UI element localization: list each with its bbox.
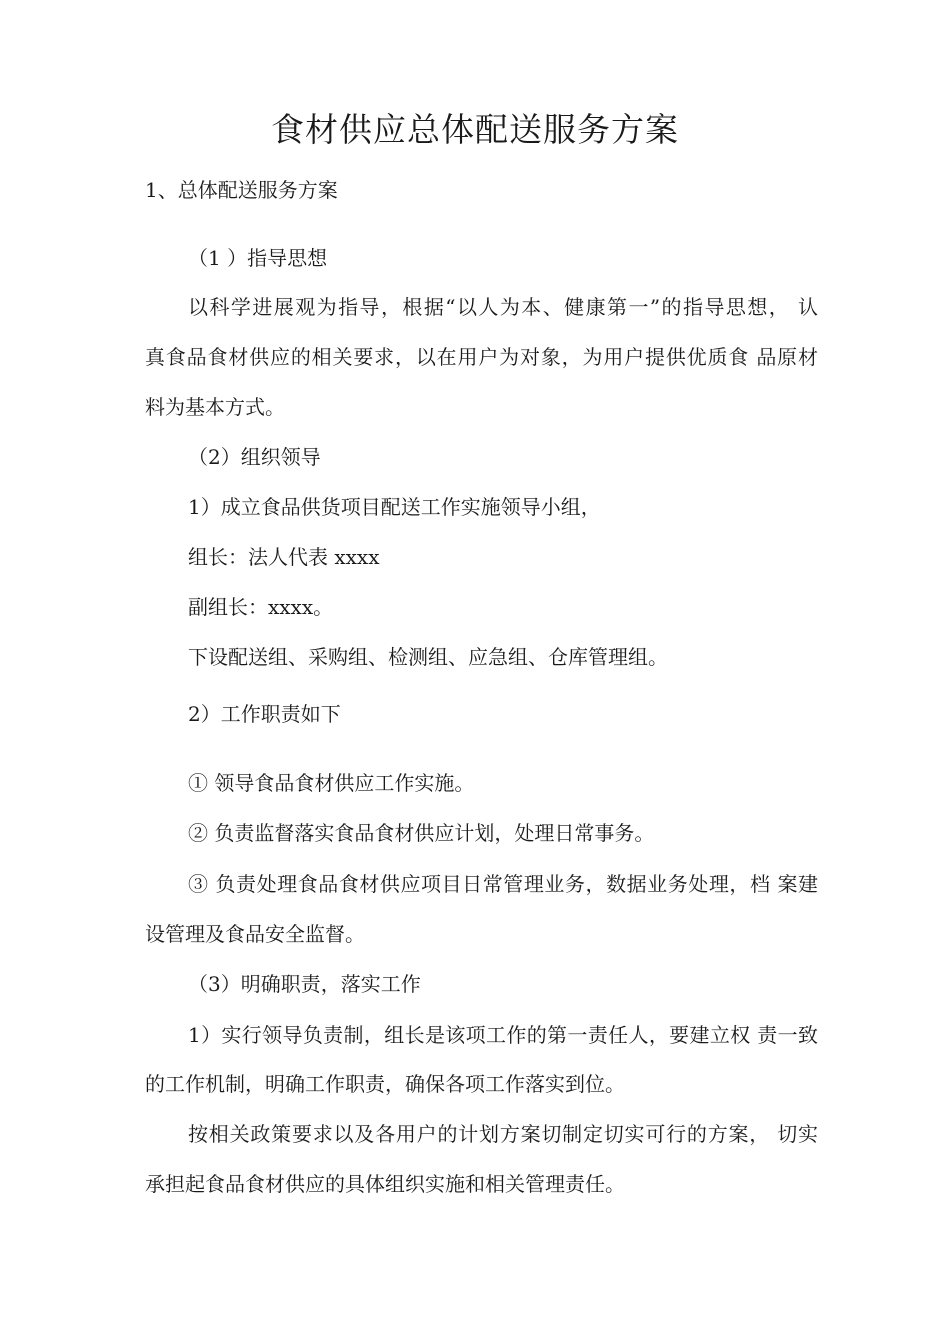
paragraph-line: 以科学进展观为指导，根据“以人为本、健康第一”的指导思想， 认 (188, 295, 818, 319)
paragraph-line: 按相关政策要求以及各用户的计划方案切制定切实可行的方案， 切实 (188, 1122, 818, 1146)
groups-line: 下设配送组、采购组、检测组、应急组、仓库管理组。 (188, 645, 668, 669)
paragraph-line: 的工作机制，明确工作职责，确保各项工作落实到位。 (145, 1072, 625, 1096)
duty-item: ① 领导食品食材供应工作实施。 (188, 771, 475, 795)
leader-line: 组长：法人代表 xxxx (188, 545, 380, 569)
subsection-heading-responsibilities: （3）明确职责，落实工作 (188, 972, 421, 996)
duty-item-continuation: 设管理及食品安全监督。 (145, 922, 365, 946)
paragraph-line: 真食品食材供应的相关要求，以在用户为对象，为用户提供优质食 品原材 (145, 345, 818, 369)
paragraph-line: 1）实行领导负责制，组长是该项工作的第一责任人，要建立权 责一致 (188, 1023, 818, 1047)
paragraph-line: 料为基本方式。 (145, 395, 285, 419)
list-item: 1）成立食品供货项目配送工作实施领导小组， (188, 495, 601, 519)
duty-item: ③ 负责处理食品食材供应项目日常管理业务，数据业务处理，档 案建 (188, 872, 818, 896)
vice-leader-line: 副组长：xxxx。 (188, 595, 334, 619)
subsection-heading-organization: （2）组织领导 (188, 445, 321, 469)
section-heading: 1、总体配送服务方案 (145, 178, 338, 202)
subsection-heading-guiding-thought: （1 ）指导思想 (188, 246, 328, 270)
paragraph-line: 承担起食品食材供应的具体组织实施和相关管理责任。 (145, 1172, 625, 1196)
duty-item: ② 负责监督落实食品食材供应计划，处理日常事务。 (188, 821, 655, 845)
list-item: 2）工作职责如下 (188, 702, 341, 726)
document-title: 食材供应总体配送服务方案 (271, 110, 679, 149)
